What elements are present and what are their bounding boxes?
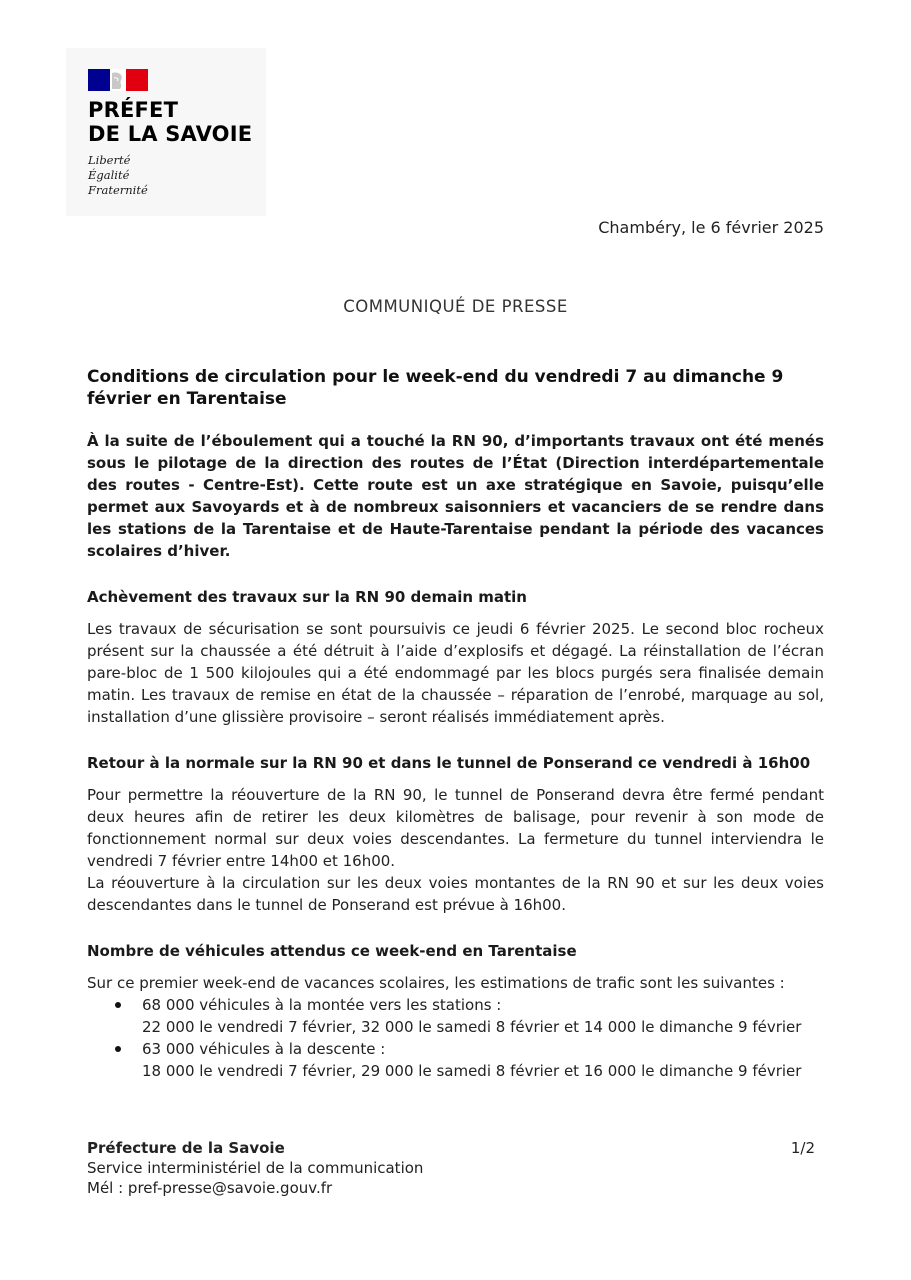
section-paragraph: Les travaux de sécurisation se sont poursuivis ce jeudi 6 février 2025. Le second bloc rocheux présent sur la chaussée a été détruit à l’aide d’explosifs et dégagé. La réinstallation de l’écran pare-bloc de 1 500 kilojoules qui a été endommagé par les blocs purgés sera finalisée demain matin. Les travaux de remise en état de la chaussée – réparation de l’enrobé, marquage au sol, installation d’une glissière provisoire – seront réalisés immédiatement après.	[87, 620, 824, 726]
section-paragraph: Pour permettre la réouverture de la RN 90, le tunnel de Ponserand devra être fermé pendant deux heures afin de retirer les deux kilomètres de balisage, pour revenir à son mode de fonctionnement normal sur deux voies descendantes. La fermeture du tunnel interviendra le vendredi 7 février entre 14h00 et 16h00.	[87, 786, 824, 870]
list-item-text: 68 000 véhicules à la montée vers les stations :	[142, 996, 502, 1014]
main-content	[87, 366, 824, 1082]
section-paragraph: La réouverture à la circulation sur les deux voies montantes de la RN 90 et sur les deux voies descendantes dans le tunnel de Ponserand est prévue à 16h00.	[87, 874, 824, 914]
bullet-icon	[115, 1002, 121, 1008]
list-item-text: 63 000 véhicules à la descente :	[142, 1040, 386, 1058]
section-travaux	[87, 586, 824, 728]
footer	[87, 1138, 824, 1198]
headline: Conditions de circulation pour le week-end du vendredi 7 au dimanche 9 février en Tarentaise	[87, 367, 784, 409]
marianne-icon	[88, 69, 148, 91]
motto-egalite: Égalité	[88, 168, 130, 182]
motto-fraternite: Fraternité	[88, 183, 148, 197]
footer-service: Service interministériel de la communication	[87, 1159, 424, 1177]
footer-organization: Préfecture de la Savoie	[87, 1139, 285, 1157]
bullet-icon	[115, 1046, 121, 1052]
lead-paragraph: À la suite de l’éboulement qui a touché la RN 90, d’importants travaux ont été menés sous le pilotage de la direction des routes de l’État (Direction interdépartementale des routes - Centre-Est). Cette route est un axe stratégique en Savoie, puisqu’elle permet aux Savoyards et à de nombreux saisonniers et vacanciers de se rendre dans les stations de la Tarentaise et de Haute-Tarentaise pendant la période des vacances scolaires d’hiver.	[87, 432, 824, 560]
page-number: 1/2	[790, 1139, 815, 1157]
traffic-estimates-list	[87, 994, 824, 1082]
prefecture-logo	[66, 48, 266, 216]
section-title: Achèvement des travaux sur la RN 90 demain matin	[87, 588, 527, 606]
motto-liberte: Liberté	[88, 153, 131, 167]
logo-title-line-1: PRÉFET	[88, 98, 179, 122]
list-item	[87, 1038, 824, 1082]
list-item	[87, 994, 824, 1038]
list-item-detail: 22 000 le vendredi 7 février, 32 000 le samedi 8 février et 14 000 le dimanche 9 février	[142, 1018, 802, 1036]
logo-title-line-2: DE LA SAVOIE	[88, 122, 253, 146]
list-item-detail: 18 000 le vendredi 7 février, 29 000 le samedi 8 février et 16 000 le dimanche 9 février	[142, 1062, 802, 1080]
footer-email: Mél : pref-presse@savoie.gouv.fr	[87, 1179, 333, 1197]
section-title: Nombre de véhicules attendus ce week-end en Tarentaise	[87, 942, 577, 960]
document-type-title: COMMUNIQUÉ DE PRESSE	[343, 297, 568, 316]
section-retour-normale	[87, 752, 824, 916]
date-line: Chambéry, le 6 février 2025	[598, 218, 824, 237]
section-trafic	[87, 940, 824, 1082]
section-paragraph: Sur ce premier week-end de vacances scolaires, les estimations de trafic sont les suivantes :	[87, 974, 785, 992]
section-title: Retour à la normale sur la RN 90 et dans le tunnel de Ponserand ce vendredi à 16h00	[87, 754, 811, 772]
